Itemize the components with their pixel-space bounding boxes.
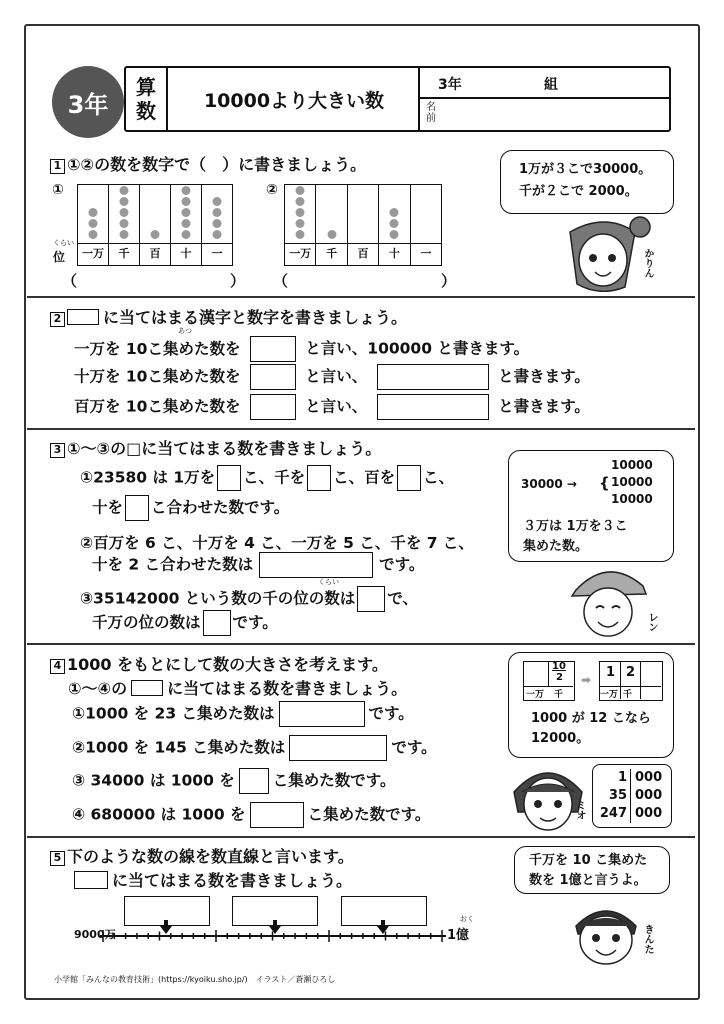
counter-dot — [296, 186, 305, 195]
q4-b-text2: です。 — [391, 738, 437, 757]
place-value-table-1 — [77, 184, 233, 266]
counter-dot — [89, 208, 98, 217]
q4-a-box[interactable] — [279, 701, 365, 727]
dot-stack — [151, 230, 160, 239]
mio-cell-right: 000 — [635, 806, 663, 821]
counter-dot — [151, 230, 160, 239]
mio-col2-label: 千 — [554, 690, 564, 700]
q3-c-text2: で、 — [387, 589, 419, 608]
place-col-label: 百 — [348, 243, 378, 265]
dot-stack — [296, 186, 305, 239]
arrow-down-icon — [377, 920, 389, 934]
q5-ruby: おく — [460, 915, 474, 923]
q2-row1-text-b: と言い、100000 と書きます。 — [305, 339, 530, 358]
counter-dot — [89, 219, 98, 228]
q2-ruby: あつ — [178, 327, 192, 335]
q4-a-text2: です。 — [368, 704, 414, 723]
counter-dot — [390, 208, 399, 217]
q2-title-box-icon — [67, 309, 99, 325]
q5-title-box-icon — [74, 871, 108, 889]
subject-bottom: 数 — [136, 99, 156, 123]
counter-dot — [296, 197, 305, 206]
q3-a-line1 — [80, 465, 454, 491]
q4-title2-b: に当てはまる数を書きましょう。 — [167, 679, 408, 698]
name-label-top: 名 — [426, 102, 436, 113]
counter-dot — [213, 230, 222, 239]
bubble-kinta-line2: 数を 1億と言うよ。 — [529, 873, 647, 888]
q5-title2-text: に当てはまる数を書きましょう。 — [112, 871, 353, 890]
counter-dot — [390, 219, 399, 228]
q3-c-box2[interactable] — [203, 610, 231, 636]
place-col-label: 千 — [109, 243, 139, 265]
counter-dot — [296, 219, 305, 228]
bubble-ren-value: 10000 — [611, 492, 653, 506]
q3-b-box[interactable] — [259, 552, 373, 578]
place-col-0 — [285, 185, 316, 265]
arrow-down-icon — [269, 920, 281, 934]
q1-answer1-open: （ — [62, 272, 78, 290]
q2-row2-number-box[interactable] — [377, 364, 489, 390]
q4-a — [72, 701, 414, 727]
q3-title-text: ①～③の□に当てはまる数を書きましょう。 — [67, 439, 382, 458]
speech-bubble-mio — [508, 652, 674, 758]
q4-title — [50, 652, 388, 675]
q1-item1-label: ① — [52, 182, 64, 198]
speech-bubble-ren — [508, 450, 674, 562]
q2-row3-answer-box[interactable] — [250, 394, 296, 420]
q1-answer2-open: （ — [273, 272, 289, 290]
q4-a-text: ①1000 を 23 こ集めた数は — [72, 704, 275, 723]
place-text: 位 — [53, 250, 66, 264]
dot-stack — [120, 186, 129, 239]
q3-b-line2 — [92, 552, 424, 578]
divider-1 — [27, 296, 695, 298]
mio-illustration — [508, 756, 588, 838]
q3-title — [50, 436, 381, 459]
q3-number: 3 — [50, 443, 65, 458]
counter-dot — [89, 230, 98, 239]
q3-a-line2 — [92, 495, 289, 521]
q3-c-box1[interactable] — [357, 586, 385, 612]
q4-d-box[interactable] — [250, 802, 304, 828]
bubble-mio-line1: 1000 が 12 こなら — [531, 711, 651, 726]
q1-answer2-close: ） — [441, 272, 457, 290]
subject-top: 算 — [136, 75, 156, 99]
q2-row1-text-a: 一万を 10こ集めた数を — [74, 339, 241, 358]
mio-col1-label: 一万 — [526, 690, 545, 700]
q2-row1 — [74, 336, 529, 362]
q2-row3-text-b: と言い、 — [305, 397, 368, 416]
bubble-ren-text — [523, 517, 628, 557]
q4-number: 4 — [50, 659, 65, 674]
divider-4 — [27, 836, 695, 838]
q4-c — [72, 768, 396, 794]
q2-row2-text-a: 十万を 10こ集めた数を — [74, 367, 241, 386]
brace-icon: { — [599, 474, 610, 492]
place-col-1 — [316, 185, 347, 265]
q3-a-text5: 十を — [92, 498, 124, 517]
place-value-table-2 — [284, 184, 442, 266]
mio-table-row — [599, 769, 665, 787]
counter-dot — [213, 197, 222, 206]
char-name-mio: ミオ — [574, 800, 585, 820]
place-col-3 — [171, 185, 202, 265]
q3-c-text1: ③35142000 という数の千の位の数は — [80, 589, 356, 608]
q1-title — [50, 152, 366, 175]
q1-answer2-field[interactable] — [292, 270, 438, 290]
place-col-1 — [109, 185, 140, 265]
place-col-3 — [379, 185, 410, 265]
bubble-kinta-line1: 千万を 10 こ集めた — [529, 853, 648, 868]
divider-2 — [27, 428, 695, 430]
place-col-0 — [78, 185, 109, 265]
counter-dot — [182, 219, 191, 228]
dot-stack — [182, 186, 191, 239]
place-col-label: 十 — [379, 243, 409, 265]
q3-a-box1[interactable] — [217, 465, 241, 491]
mio-number-table — [592, 764, 672, 828]
mio-table-left — [523, 661, 575, 701]
mio-cell-left: 247 — [599, 805, 631, 823]
mio-cell-right: 000 — [635, 770, 663, 785]
q4-title2 — [68, 676, 407, 699]
q2-row3-number-box[interactable] — [377, 394, 489, 420]
mio-r1: 1 — [606, 665, 616, 680]
dot-stack — [327, 230, 336, 239]
mio-table-row — [599, 787, 665, 805]
dot-stack — [390, 208, 399, 239]
place-col-4 — [411, 185, 441, 265]
counter-dot — [182, 208, 191, 217]
mio-top-val: 10 — [552, 661, 566, 672]
dot-stack — [213, 197, 222, 239]
q4-c-text: ③ 34000 は 1000 を — [72, 771, 235, 790]
arrow-down-icon — [160, 920, 172, 934]
mio-r2: 2 — [626, 665, 636, 680]
q4-b — [72, 735, 437, 761]
counter-dot — [120, 230, 129, 239]
q2-row2-text-c: と書きます。 — [498, 367, 590, 386]
q4-d — [72, 802, 430, 828]
q3-b-text2: です。 — [379, 555, 425, 574]
speech-bubble-kinta — [514, 846, 670, 894]
counter-dot — [390, 230, 399, 239]
q4-title-box-icon — [131, 680, 163, 696]
q3-ruby: くらい — [318, 578, 339, 586]
q2-title — [50, 305, 407, 328]
q2-row2-text-b: と言い、 — [305, 367, 368, 386]
name-field[interactable] — [418, 99, 669, 130]
q3-a-box2[interactable] — [307, 465, 331, 491]
kinta-illustration — [566, 896, 646, 968]
char-name-karin: かりん — [642, 248, 653, 278]
counter-dot — [213, 208, 222, 217]
class-suffix: 組 — [544, 77, 558, 93]
grade-badge: 3年 — [52, 66, 124, 138]
counter-dot — [120, 219, 129, 228]
q2-row3 — [74, 394, 590, 420]
class-grade: 3年 — [438, 77, 462, 93]
q3-a-text6: こ合わせた数です。 — [151, 498, 290, 517]
q1-answer1-field[interactable] — [80, 270, 226, 290]
number-line-right-label: 1億 — [447, 928, 470, 943]
q3-b-line1: ②百万を 6 こ、十万を 4 こ、一万を 5 こ、千を 7 こ、 — [80, 534, 474, 552]
bubble-mio-text — [531, 709, 651, 749]
char-name-ren: レン — [646, 612, 657, 632]
mio-bottom-val: 2 — [556, 672, 563, 683]
bubble-ren-line1: ３万は 1万を３こ — [523, 519, 628, 534]
q3-a-box3[interactable] — [397, 465, 421, 491]
counter-dot — [296, 208, 305, 217]
bubble-ren-values — [611, 457, 653, 508]
q4-b-box[interactable] — [289, 735, 387, 761]
q4-d-text2: こ集めた数です。 — [307, 805, 431, 824]
place-col-label: 一 — [411, 243, 441, 265]
counter-dot — [213, 219, 222, 228]
q2-number: 2 — [50, 312, 65, 327]
counter-dot — [120, 197, 129, 206]
bubble-karin-line2: 千が２こで 2000。 — [519, 184, 638, 199]
subject — [126, 68, 168, 130]
name-label-bottom: 前 — [426, 113, 436, 124]
place-col-label: 千 — [316, 243, 346, 265]
q5-title — [50, 844, 354, 867]
mio-cell-right: 000 — [635, 788, 663, 803]
q3-a-text4: こ、 — [423, 468, 455, 487]
place-col-2 — [348, 185, 379, 265]
q3-c-line1 — [80, 586, 418, 612]
place-col-4 — [202, 185, 232, 265]
place-col-label: 百 — [140, 243, 170, 265]
place-col-label: 一万 — [78, 243, 108, 265]
place-col-label: 一 — [202, 243, 232, 265]
footer-credit: 小学館「みんなの教育技術」(https://kyoiku.sho.jp/) イラスト／蒼瀬ひろし — [54, 975, 336, 984]
q1-item2-label: ② — [266, 182, 278, 198]
place-col-2 — [140, 185, 171, 265]
bubble-ren-value: 10000 — [611, 458, 653, 472]
q3-a-text2: こ、千を — [243, 468, 306, 487]
class-field[interactable] — [418, 68, 669, 99]
counter-dot — [182, 186, 191, 195]
q2-title-text: に当てはまる漢字と数字を書きましょう。 — [103, 308, 408, 327]
bubble-karin-line1: 1万が３こで30000。 — [519, 162, 652, 177]
q3-a-box4[interactable] — [125, 495, 149, 521]
mio-cell-left: 35 — [599, 787, 631, 805]
q1-title-text: ①②の数を数字で（ ）に書きましょう。 — [67, 155, 367, 174]
q3-c-text3: 千万の位の数は — [92, 613, 201, 632]
bubble-mio-line2: 12000。 — [531, 731, 590, 746]
counter-dot — [120, 208, 129, 217]
karin-illustration — [565, 212, 675, 292]
divider-3 — [27, 643, 695, 645]
counter-dot — [327, 230, 336, 239]
page-title: 10000より大きい数 — [203, 89, 385, 112]
char-name-kinta: きんた — [642, 924, 653, 954]
q4-c-box[interactable] — [239, 768, 269, 794]
q3-b-text: 十を 2 こ合わせた数は — [92, 555, 254, 574]
arrow-right-icon: ➡ — [581, 673, 592, 687]
mio-cell-left: 1 — [599, 769, 631, 787]
q2-row3-text-a: 百万を 10こ集めた数を — [74, 397, 241, 416]
mio-col1-label-r: 一万 — [600, 690, 619, 700]
q3-c-text4: です。 — [232, 613, 278, 632]
q2-row2-answer-box[interactable] — [250, 364, 296, 390]
place-col-label: 一万 — [285, 243, 315, 265]
dot-stack — [89, 208, 98, 239]
q5-title1: 下のような数の線を数直線と言います。 — [67, 847, 354, 866]
counter-dot — [120, 186, 129, 195]
q2-row1-answer-box[interactable] — [250, 336, 296, 362]
header-box — [124, 66, 671, 132]
mio-table-row — [599, 805, 665, 823]
q4-title1: 1000 をもとにして数の大きさを考えます。 — [67, 655, 388, 674]
bubble-ren-value: 10000 — [611, 475, 653, 489]
q3-c-line2 — [92, 610, 278, 636]
mio-col2-label-r: 千 — [623, 690, 633, 700]
q4-b-text: ②1000 を 145 こ集めた数は — [72, 738, 286, 757]
counter-dot — [182, 230, 191, 239]
q1-answer1-close: ） — [230, 272, 246, 290]
bubble-ren-30000: 30000 → — [521, 477, 577, 491]
q5-number: 5 — [50, 851, 65, 866]
number-line — [100, 920, 446, 950]
place-col-label: 十 — [171, 243, 201, 265]
q3-a-text3: こ、百を — [333, 468, 396, 487]
q2-row2 — [74, 364, 590, 390]
speech-bubble-karin — [500, 150, 674, 214]
number-line-left-label: 9000万 — [74, 928, 116, 941]
bubble-ren-line2: 集めた数。 — [523, 539, 589, 554]
mio-table-right — [599, 661, 663, 701]
q3-a-text1: ①23580 は 1万を — [80, 468, 216, 487]
counter-dot — [182, 197, 191, 206]
q5-title2 — [74, 868, 352, 891]
q4-title2-a: ①～④の — [68, 679, 128, 698]
q2-row3-text-c: と書きます。 — [498, 397, 590, 416]
counter-dot — [296, 230, 305, 239]
q4-c-text2: こ集めた数です。 — [272, 771, 396, 790]
q1-number: 1 — [50, 159, 65, 174]
q4-d-text: ④ 680000 は 1000 を — [72, 805, 246, 824]
place-ruby: くらい — [53, 239, 74, 247]
